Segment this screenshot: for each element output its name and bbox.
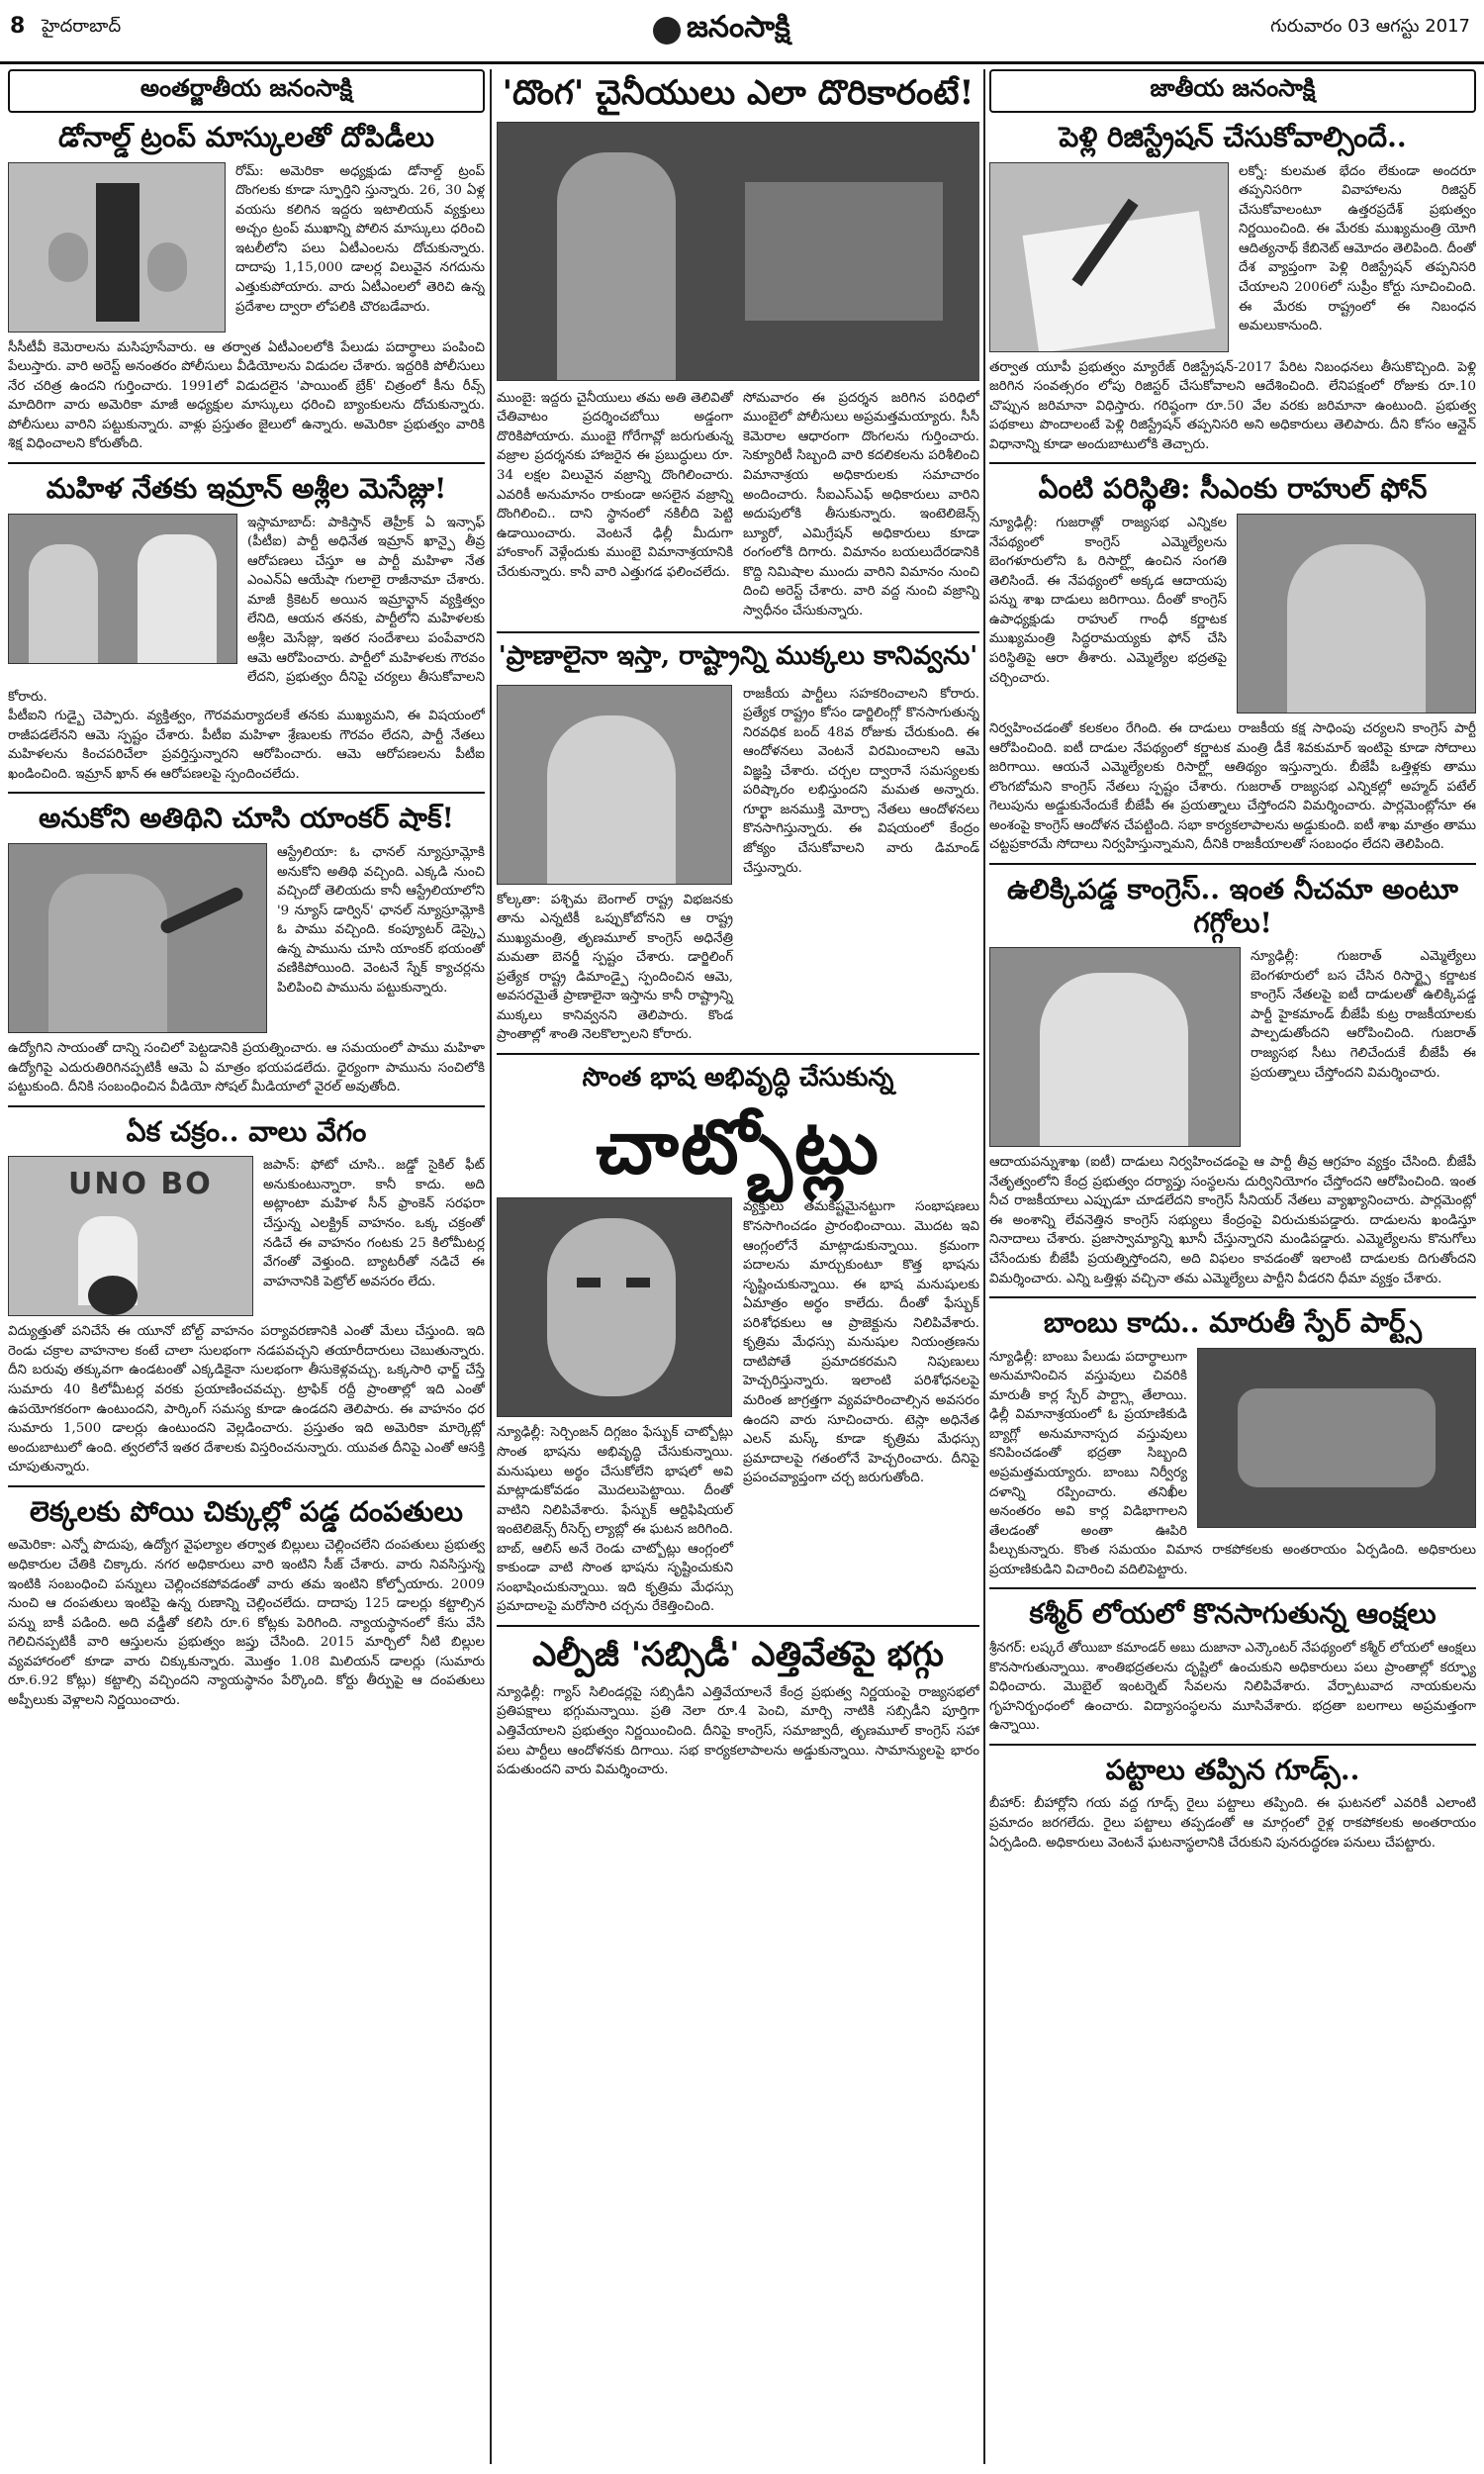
article-body: న్యూఢిల్లీ: బాంబు పేలుడు పదార్థాలుగా అనుమానించిన వస్తువులు చివరికి మారుతీ కార్ల స్పేర్ పార్ట్స్గా తేలాయి. ఢిల్లీ విమానాశ్రయంలో ఓ ప్రయాణికుడి బ్యాగ్లో అనుమానాస్పద వస్తువులు కనిపించడంతో భద్రతా సిబ్బంది అప్రమత్తమయ్యారు. బాంబు నిర్వీర్య దళాన్ని రప్పించారు. తనిఖీల అనంతరం అవి కార్ల విడిభాగాలని తేలడంతో అంతా ఊపిరి పీల్చుకున్నారు. కొంత సమయం విమాన రాకపోకలకు అంతరాయం ఏర్పడింది. అధికారులు ప్రయాణికుడిని విచారించి వదిలిపెట్టారు.: [989, 1349, 1476, 1577]
article-body: బీహార్: బీహార్లోని గయ వద్ద గూడ్స్ రైలు పట్టాలు తప్పింది. ఈ ఘటనలో ఎవరికీ ఎలాంటి ప్రమాదం జరగలేదు. రైలు పట్టాలు తప్పడంతో ఆ మార్గంలో రైళ్ల రాకపోకలకు అంతరాయం ఏర్పడింది. అధికారులు వెంటనే ఘటనాస్థలానికి చేరుకుని పునరుద్ధరణ పనులు చేపట్టారు.: [989, 1796, 1476, 1851]
headline-rahul-phone: ఏంటి పరిస్థితి: సీఎంకు రాహుల్ ఫోన్: [1038, 472, 1428, 506]
headline-unicycle: ఏక చక్రం.. వాలు వేగం: [126, 1114, 367, 1148]
headline-goods-derail: పట్టాలు తప్పిన గూడ్స్..: [1105, 1753, 1360, 1786]
article-body: జపాన్: ఫోటో చూసి.. జడ్డో సైకిల్ ఫీట్ అనుకుంటున్నారా. కానీ కాదు. అది అట్లాంటా మహిళ సీన్ ఫ్రాంకెన్ సరఫరా చేస్తున్న ఎలక్ట్రిక్ వాహనం. ఒక్క చక్రంతో నడిచే ఈ వాహనం గంటకు 25 కిలోమీటర్ల వేగంతో వెళ్తుంది. బ్యాటరీతో నడిచే ఈ వాహనానికి పెట్రోల్ అవసరం లేదు.: [263, 1158, 485, 1289]
article-body: శ్రీనగర్: లష్కరే తోయిబా కమాండర్ అబు దుజానా ఎన్కౌంటర్ నేపథ్యంలో కశ్మీర్ లోయలో ఆంక్షలు కొనసాగుతున్నాయి. శాంతిభద్రతలను దృష్టిలో ఉంచుకుని అధికారులు పలు ప్రాంతాల్లో కర్ఫ్యూ విధించారు. మొబైల్ ఇంటర్నెట్ సేవలను నిలిపివేశారు. వేర్పాటువాద నాయకులను గృహనిర్బంధంలో ఉంచారు. విద్యాసంస్థలను మూసివేశారు. భద్రతా బలగాలు అప్రమత్తంగా ఉన్నాయి.: [989, 1641, 1476, 1734]
photo-imran-khan: [8, 514, 237, 664]
headline-chatbots: చాట్బోట్లు: [596, 1102, 881, 1191]
article-body: వ్యక్తులు తమకిష్టమైనట్టుగా సంభాషణలు కొనసాగించడం ప్రారంభించాయి. మొదట ఇవి ఆంగ్లంలోనే మాట్లాడుకున్నాయి. క్రమంగా పదాలను మార్చుకుంటూ కొత్త భాషను సృష్టించుకున్నాయి. ఈ భాష మనుషులకు ఏమాత్రం అర్థం కాలేదు. దీంతో ఫేస్బుక్ పరిశోధకులు ఆ ప్రాజెక్టును నిలిపివేశారు. కృత్రిమ మేధస్సు మనుషుల నియంత్రణను దాటిపోతే ప్రమాదకరమని నిపుణులు హెచ్చరిస్తున్నారు. ఇలాంటి పరిశోధనలపై మరింత జాగ్రత్తగా వ్యవహరించాల్సిన అవసరం ఉందని వారు సూచించారు. టెస్లా అధినేత ఎలన్ మస్క్ కూడా కృత్రిమ మేధస్సు ప్రమాదాలపై గతంలోనే హెచ్చరించారు. దీనిపై ప్రపంచవ్యాప్తంగా చర్చ జరుగుతోంది.: [743, 1199, 979, 1486]
article-body: సీసీటీవీ కెమెరాలను మసిపూసేవారు. ఆ తర్వాత ఏటీఎంలలోకి పేలుడు పదార్థాలు పంపించి పేలుస్తారు. వారి అరెస్ట్ అనంతరం పోలీసులు వీడియోలను విడుదల చేశారు. ఇద్దరికి పోలీసులు నేర చరిత్ర ఉందని గుర్తించారు. 1991లో విడుదలైన 'పాయింట్ బ్రేక్' చిత్రంలో కీను రీవ్స్ మాదిరిగా వారు అమెరికా మాజీ అధ్యక్షుల మాస్కులు ధరించి బ్యాంకులను దోచుకున్నారు. పోలీసులు వారిని పట్టుకున్నారు. వాళ్లు ప్రస్తుతం జైలులో ఉన్నారు. అమెరికా ప్రభుత్వం వారికి శిక్ష విధించాలని కోరుతోంది.: [8, 339, 485, 452]
column-national: [989, 69, 1476, 2464]
photo-snake-newsroom: [8, 843, 267, 1033]
article-body: తర్వాత యూపీ ప్రభుత్వం మ్యారేజ్ రిజిస్ట్రేషన్-2017 పేరిట నిబంధనలు తీసుకొచ్చింది. పెళ్లి జరిగిన సంవత్సరం లోపు రిజిస్టర్ చేసుకోవాలని ఆదేశించింది. లేనిపక్షంలో రోజుకు రూ.10 చొప్పున జరిమానా విధిస్తారు. గరిష్ఠంగా రూ.50 వేల వరకు జరిమానా ఉంటుంది. ప్రభుత్వ పథకాలు పొందాలంటే పెళ్లి రిజిస్ట్రేషన్ తప్పనిసరి అని అధికారులు తెలిపారు. దీని కోసం ఆన్లైన్ విధానాన్ని కూడా అందుబాటులోకి తెచ్చారు.: [989, 359, 1476, 452]
article-body: ఆస్ట్రేలియా: ఓ ఛానల్ న్యూస్రూమ్లోకి అనుకోని అతిథి వచ్చింది. ఎక్కడి నుంచి వచ్చిందో తెలియదు కానీ ఆస్ట్రేలియాలోని '9 న్యూస్ డార్విన్' ఛానల్ న్యూస్రూమ్లోకి ఓ పాము వచ్చింది. కంప్యూటర్ డెస్క్పై ఉన్న పామును చూసి యాంకర్ భయంతో వణికిపోయింది. వెంటనే స్నేక్ క్యాచర్లను పిలిపించి పామును పట్టుకున్నారు.: [277, 845, 485, 996]
paper-logo: [653, 10, 790, 51]
headline-mamata: 'ప్రాణాలైనా ఇస్తా, రాష్ట్రాన్ని ముక్కలు కానివ్వను': [497, 631, 979, 677]
logo-sun-icon: [653, 17, 681, 45]
headline-chinese-thieves: 'దొంగ' చైనీయులు ఎలా దొరికారంటే!: [502, 73, 974, 113]
article-body: న్యూఢిల్లీ: సెర్చింజన్ దిగ్గజం ఫేస్బుక్ చాట్బోట్లు సొంత భాషను అభివృద్ధి చేసుకున్నాయి. మనుషులు అర్థం చేసుకోలేని భాషలో అవి మాట్లాడుకోవడం మొదలుపెట్టాయి. దీంతో వాటిని నిలిపివేశారు. ఫేస్బుక్ ఆర్టిఫిషియల్ ఇంటెలిజెన్స్ రీసెర్చ్ ల్యాబ్లో ఈ ఘటన జరిగింది. బాబ్, ఆలిస్ అనే రెండు చాట్బోట్లు ఆంగ్లంలో కాకుండా వాటి సొంత భాషను సృష్టించుకుని సంభాషించుకున్నాయి. ఇది కృత్రిమ మేధస్సు ప్రమాదాలపై మరోసారి చర్చను రేకెత్తించింది.: [497, 1425, 733, 1615]
column-divider: [983, 69, 985, 2464]
article-body: అమెరికా: ఎన్నో పొదుపు, ఉద్యోగ వైఫల్యాల తర్వాత బిల్లులు చెల్లించలేని దంపతులు ప్రభుత్వ అధికారుల చేతికి చిక్కారు. నగర అధికారులు వారి ఇంటిని సీజ్ చేశారు. వారు నివసిస్తున్న ఇంటికి సంబంధించి పన్నులు చెల్లించకపోవడంతో వారు తమ ఇంటిని కోల్పోయారు. 2009 నుంచి ఆ దంపతులు ఇంటిపై ఉన్న రుణాన్ని చెల్లించలేదు. దాదాపు 125 డాలర్లు కట్టాల్సిన పన్ను బాకీ పడింది. అది వడ్డీతో కలిసి రూ.6 కోట్లకు పెరిగింది. న్యాయస్థానంలో కేసు వేసి గెలిచినప్పటికీ వారి ఆస్తులను ప్రభుత్వం జప్తు చేసింది. 2015 మార్చిలో నీటి బిల్లుల వ్యవహారంలో కూడా వారు చిక్కుకున్నారు. మొత్తం 1.08 మిలియన్ డాలర్లు (సుమారు రూ.6.92 కోట్లు) కట్టాల్సి వచ్చిందని న్యాయస్థానం పేర్కొంది. కోర్టు తీర్పుపై ఆ దంపతులు అప్పీలుకు వెళ్లాలని నిర్ణయించారు.: [8, 1538, 485, 1708]
headline-trump-masks: డోనాల్డ్ ట్రంప్ మాస్కులతో దోపిడీలు: [58, 121, 434, 153]
photo-ahmed-patel: [989, 947, 1241, 1147]
photo-trump-mask-robbers: [8, 162, 226, 333]
headline-imran-messages: మహిళ నేతకు ఇమ్రాన్ అశ్లీల మెసేజ్లు!: [46, 471, 447, 505]
headline-congress-shock: ఉలిక్కిపడ్డ కాంగ్రెస్.. ఇంత నీచమా అంటూ గగ్గోలు!: [1006, 872, 1458, 939]
article-body: నిర్వహించడంతో కలకలం రేగింది. ఈ దాడులు రాజకీయ కక్ష సాధింపు చర్యలని కాంగ్రెస్ పార్టీ ఆరోపించింది. ఐటీ దాడుల నేపథ్యంలో కర్ణాటక మంత్రి డీకే శివకుమార్ ఇంటిపై కూడా సోదాలు జరిగాయి. ఆయనే ఎమ్మెల్యేలకు రిసార్ట్లో ఆతిథ్యం ఇస్తున్నారు. బీజేపీ ఒత్తిళ్లకు తాము లొంగబోమని కాంగ్రెస్ నేతలు స్పష్టం చేశారు. గుజరాత్ రాజ్యసభ ఎన్నికల్లో అహ్మద్ పటేల్ గెలుపును అడ్డుకునేందుకే బీజేపీ ఈ ప్రయత్నాలు చేస్తోందని విమర్శించారు. పార్లమెంట్లోనూ ఈ అంశంపై కాంగ్రెస్ ఆందోళన చేపట్టింది. సభా కార్యకలాపాలను అడ్డుకుంది. ఐటీ శాఖ మాత్రం తాము చట్టప్రకారమే సోదాలు నిర్వహిస్తున్నామని, దీనికి రాజకీయాలతో సంబంధం లేదని తెలిపింది.: [989, 721, 1476, 853]
paper-name: జనంసాక్షి: [687, 10, 790, 45]
article-body: న్యూఢిల్లీ: గ్యాస్ సిలిండర్లపై సబ్సిడీని ఎత్తివేయాలనే కేంద్ర ప్రభుత్వ నిర్ణయంపై రాజ్యసభలో ప్రతిపక్షాలు భగ్గుమన్నాయి. ప్రతి నెలా రూ.4 పెంచి, మార్చి నాటికి సబ్సిడీని పూర్తిగా ఎత్తివేయాలని ప్రభుత్వం నిర్ణయించింది. దీనిపై కాంగ్రెస్, సమాజ్వాదీ, తృణమూల్ కాంగ్రెస్ సహా పలు పార్టీలు ఆందోళనకు దిగాయి. సభ కార్యకలాపాలను అడ్డుకున్నాయి. సామాన్యులపై భారం పడుతుందని వారు విమర్శించారు.: [497, 1684, 979, 1778]
headline-kashmir-restrictions: కశ్మీర్ లోయలో కొనసాగుతున్న ఆంక్షలు: [1029, 1597, 1437, 1631]
article-body: పీటీఐని గుడ్బై చెప్పారు. వ్యక్తిత్వం, గౌరవమర్యాదలకే తనకు ముఖ్యమని, ఈ విషయంలో రాజీపడలేనని ఆమె స్పష్టం చేశారు. పీటీఐ మహిళా శ్రేణులకు గౌరవం లేదని, పార్టీ నేతలు మహిళలను కించపరిచేలా ప్రవర్తిస్తున్నారని ఆరోపించారు. ఆమె ఆరోపణలను పీటీఐ ఖండించింది. ఇమ్రాన్ ఖాన్ ఈ ఆరోపణలపై స్పందించలేదు.: [8, 709, 485, 782]
page-city: హైదరాబాద్: [42, 16, 122, 37]
article-body: ఉద్యోగిని సాయంతో దాన్ని సంచిలో పెట్టడానికి ప్రయత్నించారు. ఆ సమయంలో పాము మహిళా ఉద్యోగిపై ఎదురుతిరిగినప్పటికీ ఆమె ఏ మాత్రం భయపడలేదు. ధైర్యంగా పామును సంచిలోకి పట్టుకుంది. దీనికి సంబంధించిన వీడియో సోషల్ మీడియాలో వైరల్ అవుతోంది.: [8, 1041, 485, 1095]
photo-uno-bolt: [8, 1156, 253, 1316]
photo-mamata-banerjee: [497, 685, 732, 885]
article-body: ఆదాయపన్నుశాఖ (ఐటీ) దాడులు నిర్వహించడంపై ఆ పార్టీ తీవ్ర ఆగ్రహం వ్యక్తం చేసింది. బీజేపీ నేతృత్వంలోని కేంద్ర ప్రభుత్వం దర్యాప్తు సంస్థలను దుర్వినియోగం చేస్తోందని ఆరోపించింది. ఇంత నీచ రాజకీయాలు ఎప్పుడూ చూడలేదని కాంగ్రెస్ సీనియర్ నేతలు వ్యాఖ్యానించారు. పార్లమెంట్లో ఈ అంశాన్ని లేవనెత్తిన కాంగ్రెస్ సభ్యులు కేంద్రంపై విరుచుకుపడ్డారు. దాడులను ఖండిస్తూ నినాదాలు చేశారు. ప్రజాస్వామ్యాన్ని ఖూనీ చేస్తున్నారని మండిపడ్డారు. ఎమ్మెల్యేలను కొనుగోలు చేసేందుకు బీజేపీ ప్రయత్నిస్తోందని, అది విఫలం కావడంతో ఇలాంటి దాడులకు దిగుతోందని విమర్శించారు. ఎన్ని ఒత్తిళ్లు వచ్చినా తమ ఎమ్మెల్యేలు పార్టీని వీడరని ధీమా వ్యక్తం చేశారు.: [989, 1155, 1476, 1286]
headline-lpg-subsidy: ఎల్పీజీ 'సబ్సిడీ' ఎత్తివేతపై భగ్గు: [532, 1635, 944, 1675]
masthead: [0, 0, 1484, 64]
headline-snake-anchor: అనుకోని అతిథిని చూసి యాంకర్ షాక్!: [39, 802, 454, 835]
chatbot-kicker: సొంత భాష అభివృద్ధి చేసుకున్న: [582, 1063, 894, 1094]
headline-maruti-parts: బాంబు కాదు.. మారుతీ స్పేర్ పార్ట్స్: [1043, 1306, 1423, 1340]
column-international: [8, 69, 485, 2464]
article-body: కోల్కతా: పశ్చిమ బెంగాల్ రాష్ట్ర విభజనకు తాను ఎన్నటికీ ఒప్పుకోబోనని ఆ రాష్ట్ర ముఖ్యమంత్రి, తృణమూల్ కాంగ్రెస్ అధినేత్రి మమతా బెనర్జీ స్పష్టం చేశారు. డార్జిలింగ్ ప్రత్యేక రాష్ట్ర డిమాండ్పై స్పందించిన ఆమె, అవసరమైతే ప్రాణాలైనా ఇస్తాను కానీ రాష్ట్రాన్ని ముక్కలు కానివ్వనని తెలిపారు. కొండ ప్రాంతాల్లో శాంతి నెలకొల్పాలని కోరారు.: [497, 892, 733, 1043]
article-body: విద్యుత్తుతో పనిచేసే ఈ యూనో బోల్ట్ వాహనం పర్యావరణానికి ఎంతో మేలు చేస్తుంది. ఇది రెండు చక్రాల వాహనాల కంటే చాలా సులభంగా నడపవచ్చని తయారీదారులు చెబుతున్నారు. దీని బరువు తక్కువగా ఉండటంతో ఎక్కడికైనా సులభంగా తీసుకెళ్లవచ్చు. ఒక్కసారి ఛార్జ్ చేస్తే సుమారు 40 కిలోమీటర్ల వరకు ప్రయాణించవచ్చు. ట్రాఫిక్ రద్దీ ప్రాంతాల్లో ఇది ఎంతో ఉపయోగకరంగా ఉంటుందని, పార్కింగ్ సమస్య కూడా ఉండదని తెలిపారు. ఈ వాహనం ధర సుమారు 1,500 డాలర్లు ఉంటుందని వెల్లడించారు. ప్రస్తుతం ఇది అమెరికా మార్కెట్లో అందుబాటులో ఉంది. త్వరలోనే ఇతర దేశాలకు విస్తరించనున్నారు. యువత దీనిపై ఎంతో ఆసక్తి చూపుతున్నారు.: [8, 1324, 485, 1475]
photo-diamond-thieves: [497, 122, 979, 381]
article-body: ఇస్లామాబాద్: పాకిస్తాన్ తెహ్రీక్ ఏ ఇన్సాఫ్ (పీటీఐ) పార్టీ అధినేత ఇమ్రాన్ ఖాన్పై తీవ్ర ఆరోపణలు చేస్తూ ఆ పార్టీ మహిళా నేత ఎంఎన్ఏ ఆయేషా గులాలై రాజీనామా చేశారు. మాజీ క్రికెటర్ అయిన ఇమ్రాన్ఖాన్ వ్యక్తిత్వం లేనిది, ఆయన తనకు, పార్టీలోని మహిళలకు అశ్లీల మెసేజ్లు, ఇతర సందేశాలు పంపేవారని ఆమె ఆరోపించారు. పార్టీలో మహిళలకు గౌరవం లేదని, ప్రభుత్వం దీనిపై చర్యలు తీసుకోవాలని కోరారు.: [8, 515, 485, 705]
article-body: రాజకీయ పార్టీలు సహకరించాలని కోరారు. ప్రత్యేక రాష్ట్రం కోసం డార్జిలింగ్లో కొనసాగుతున్న నిరవధిక బంద్ 48వ రోజుకు చేరుకుంది. ఈ ఆందోళనలు వెంటనే విరమించాలని ఆమె విజ్ఞప్తి చేశారు. చర్చల ద్వారానే సమస్యలకు పరిష్కారం లభిస్తుందని మమత అన్నారు. గూర్ఖా జనముక్తి మోర్చా నేతలు ఆందోళనలు కొనసాగిస్తున్నారు. ఈ విషయంలో కేంద్రం జోక్యం చేసుకోవాలని వారు డిమాండ్ చేస్తున్నారు.: [743, 686, 979, 876]
article-body: రోమ్: అమెరికా అధ్యక్షుడు డోనాల్డ్ ట్రంప్ దొంగలకు కూడా స్ఫూర్తిని స్తున్నారు. 26, 30 ఏళ్ల వయసు కలిగిన ఇద్దరు ఇటాలియన్ వ్యక్తులు అచ్చం ట్రంప్ ముఖాన్ని పోలిన మాస్కులు ధరించి ఇటలీలోని పలు ఏటీఎంలను దోచుకున్నారు. దాదాపు 1,15,000 డాలర్ల విలువైన నగదును ఎత్తుకుపోయారు. వారు ఏటీఎంలలో తెరిచి ఉన్న ప్రదేశాల ద్వారా లోపలికి చొరబడేవారు.: [235, 163, 485, 315]
article-body: న్యూఢిల్లీ: గుజరాత్లో రాజ్యసభ ఎన్నికల నేపథ్యంలో కాంగ్రెస్ ఎమ్మెల్యేలను బెంగళూరులోని ఓ రిసార్ట్లో ఉంచిన సంగతి తెలిసిందే. ఈ నేపథ్యంలో అక్కడ ఆదాయపు పన్ను శాఖ దాడులు జరిగాయి. దీంతో కాంగ్రెస్ ఉపాధ్యక్షుడు రాహుల్ గాంధీ కర్ణాటక ముఖ్యమంత్రి సిద్ధరామయ్యకు ఫోన్ చేసి పరిస్థితిపై ఆరా తీశారు. ఎమ్మెల్యేల భద్రతపై చర్చించారు.: [989, 516, 1227, 686]
article-body: ముంబై: ఇద్దరు చైనీయులు తమ అతి తెలివితో చేతివాటం ప్రదర్శించబోయి అడ్డంగా దొరికిపోయారు. ముంబై గోరేగావ్లో జరుగుతున్న వజ్రాల ప్రదర్శనకు హాజరైన ఈ ప్రబుద్ధులు రూ. 34 లక్షల విలువైన వజ్రాన్ని దొంగిలించారు. ఎవరికీ అనుమానం రాకుండా అసలైన వజ్రాన్ని దొంగిలించి.. దాని స్థానంలో నకిలీది పెట్టి ఉడాయించారు. వెంటనే ఢిల్లీ మీదుగా హాంకాంగ్ వెళ్లేందుకు ముంబై విమానాశ్రయానికి చేరుకున్నారు. కానీ వారి ఎత్తుగడ ఫలించలేదు.: [497, 390, 733, 580]
headline-marriage-registration: పెళ్లి రిజిస్ట్రేషన్ చేసుకోవాల్సిందే..: [1059, 121, 1407, 153]
page-number: 8: [10, 14, 26, 39]
article-body: న్యూఢిల్లీ: గుజరాత్ ఎమ్మెల్యేలు బెంగళూరులో బస చేసిన రిసార్ట్పై కర్ణాటక కాంగ్రెస్ నేతలపై ఐటీ దాడులతో ఉలిక్కిపడ్డ పార్టీ హైకమాండ్ బీజేపీ కుట్ర రాజకీయాలకు పాల్పడుతోందని ఆరోపించింది. గుజరాత్ రాజ్యసభ సీటు గెలిచేందుకే బీజేపీ ఈ ప్రయత్నాలు చేస్తోందని విమర్శించారు.: [1251, 949, 1476, 1081]
section-header: జాతీయ జనంసాక్షి: [989, 69, 1476, 113]
uno-bolt-logo: UNO BO: [68, 1167, 213, 1202]
photo-robot-head: [497, 1197, 732, 1417]
photo-signing-document: [989, 162, 1229, 352]
photo-rahul-gandhi: [1237, 514, 1476, 714]
section-header: అంతర్జాతీయ జనంసాక్షి: [8, 69, 485, 113]
issue-date: గురువారం 03 ఆగస్టు 2017: [1270, 16, 1470, 37]
headline-couple-tax: లెక్కలకు పోయి చిక్కుల్లో పడ్డ దంపతులు: [30, 1494, 463, 1528]
article-body: లక్నో: కులమత భేదం లేకుండా అందరూ తప్పనిసరిగా వివాహాలను రిజిస్టర్ చేసుకోవాలంటూ ఉత్తరప్రదేశ్ ప్రభుత్వం నిర్ణయించింది. ఈ మేరకు ముఖ్యమంత్రి యోగి ఆదిత్యనాథ్ కేబినెట్ ఆమోదం తెలిపింది. దీంతో దేశ వ్యాప్తంగా పెళ్లి రిజిస్ట్రేషన్ తప్పనిసరి చేయాలని 2006లో సుప్రీం కోర్టు సూచించింది. ఈ మేరకు రాష్ట్రంలో ఈ నిబంధన అమలుకానుంది.: [1239, 163, 1476, 334]
column-center: [497, 69, 979, 2464]
photo-spare-parts: [1197, 1348, 1476, 1528]
column-divider: [490, 69, 492, 2464]
article-body: సోమవారం ఈ ప్రదర్శన జరిగిన పరిధిలో ముంబైలో పోలీసులు అప్రమత్తమయ్యారు. సీసీ కెమెరాల ఆధారంగా దొంగలను గుర్తించారు. సెక్యూరిటీ సిబ్బంది వారి కదలికలను పరిశీలించి విమానాశ్రయ అధికారులకు సమాచారం అందించారు. సీఐఎస్ఎఫ్ అధికారులు వారిని అదుపులోకి తీసుకున్నారు. ఇంటెలిజెన్స్ బ్యూరో, ఎమిగ్రేషన్ అధికారులు కూడా రంగంలోకి దిగారు. విమానం బయలుదేరడానికి కొద్ది నిమిషాల ముందు వారిని విమానం నుంచి దించి అరెస్ట్ చేశారు. వారి వద్ద నుంచి వజ్రాన్ని స్వాధీనం చేసుకున్నారు.: [743, 390, 979, 618]
